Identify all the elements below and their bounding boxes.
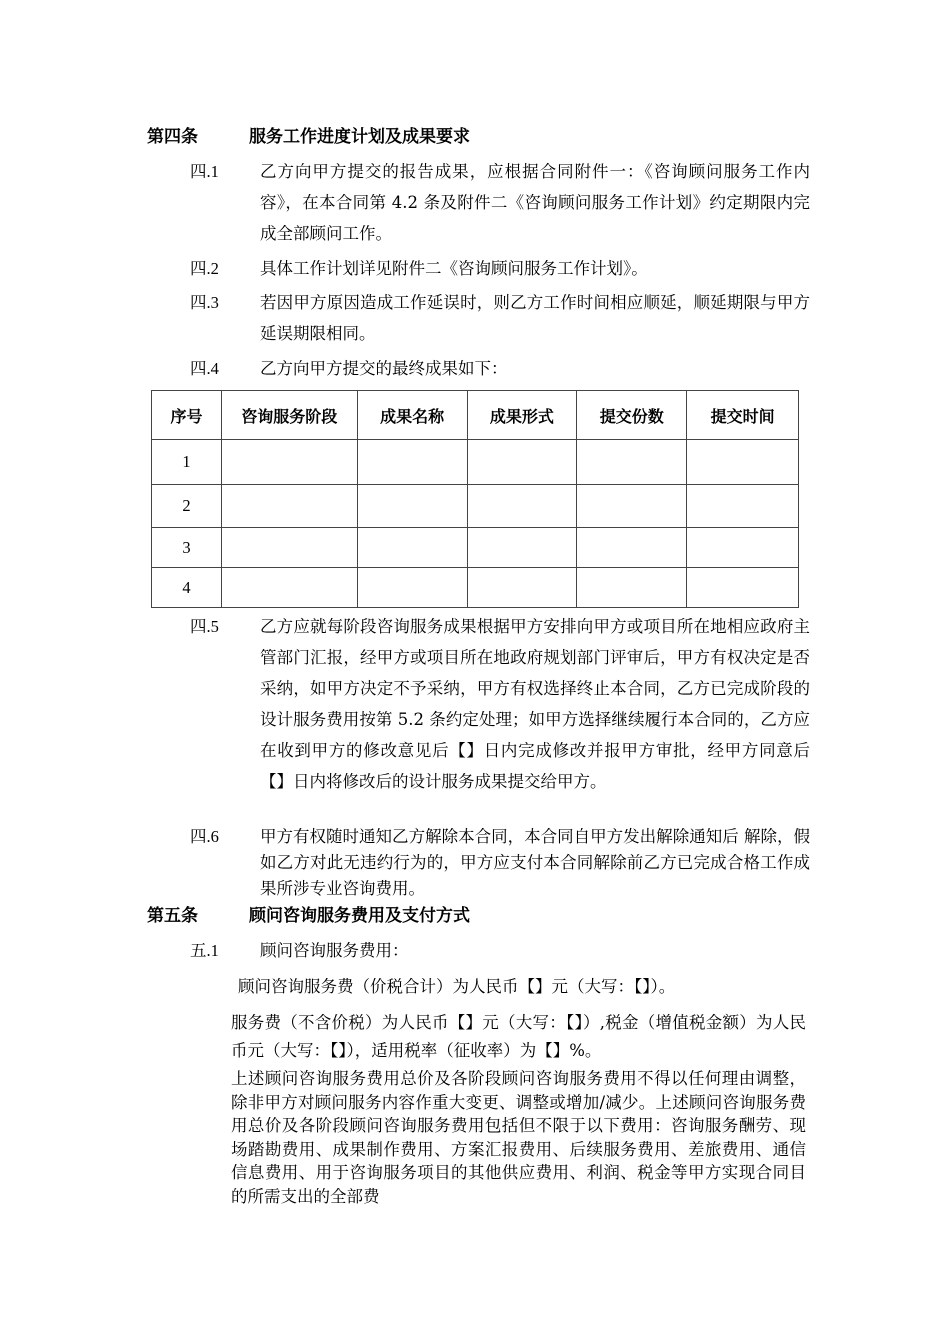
table-cell: 2 <box>152 485 222 528</box>
table-cell <box>577 568 687 608</box>
clause-4-6 <box>190 824 810 902</box>
table-cell <box>687 528 799 568</box>
clause-number: 四.5 <box>190 617 219 636</box>
clause-text: 若因甲方原因造成工作延误时，则乙方工作时间相应顺延，顺延期限与甲方延误期限相同。 <box>260 293 810 343</box>
table-header-row <box>152 391 799 440</box>
clause-text: 乙方向甲方提交的报告成果，应根据合同附件一：《咨询顾问服务工作内容》，在本合同第 4.2 条及附件二《咨询顾问服务工作计划》约定期限内完成全部顾问工作。 <box>260 162 810 243</box>
fee-total-paragraph: 顾问咨询服务费（价税合计）为人民币【】元（大写：【】）。 <box>238 977 676 996</box>
table-cell <box>357 440 467 485</box>
table-cell <box>357 568 467 608</box>
article-5-number: 第五条 <box>147 906 198 926</box>
article-4-title: 服务工作进度计划及成果要求 <box>249 127 470 147</box>
table-cell: 3 <box>152 528 222 568</box>
table-header-cell: 咨询服务阶段 <box>221 391 357 440</box>
table-cell <box>687 568 799 608</box>
clause-text: 乙方应就每阶段咨询服务成果根据甲方安排向甲方或项目所在地相应政府主管部门汇报，经甲方或项目所在地政府规划部门评审后，甲方有权决定是否采纳，如甲方决定不予采纳，甲方有权选择终止本合同，乙方已完成阶段的设计服务费用按第 5.2 条约定处理；如甲方选择继续履行本合同的，乙方应在收到甲方的修改意见后【】日内完成修改并报甲方审批，经甲方同意后【】日内将修改后的设计服务成果提交给甲方。 <box>260 617 810 791</box>
table-header-cell: 提交时间 <box>687 391 799 440</box>
table-cell <box>221 440 357 485</box>
table-cell <box>357 528 467 568</box>
clause-5-1 <box>190 935 810 966</box>
table-row <box>152 485 799 528</box>
article-5-title: 顾问咨询服务费用及支付方式 <box>249 906 470 926</box>
table-cell <box>577 440 687 485</box>
clause-text: 顾问咨询服务费用： <box>260 941 409 960</box>
clause-4-4 <box>190 353 810 384</box>
clause-4-2 <box>190 253 810 284</box>
article-4-number: 第四条 <box>147 127 198 147</box>
clause-number: 五.1 <box>190 941 219 960</box>
table-cell <box>687 485 799 528</box>
table-cell <box>221 568 357 608</box>
table-cell: 1 <box>152 440 222 485</box>
article-4-heading <box>147 125 470 149</box>
clause-4-3 <box>190 287 810 349</box>
table-cell <box>467 528 577 568</box>
table-cell <box>687 440 799 485</box>
clause-4-5 <box>190 611 810 797</box>
table-row <box>152 440 799 485</box>
table-cell <box>577 485 687 528</box>
table-cell <box>467 568 577 608</box>
table-cell <box>221 485 357 528</box>
clause-text: 乙方向甲方提交的最终成果如下： <box>260 359 508 378</box>
table-row <box>152 528 799 568</box>
fee-scope-paragraph: 上述顾问咨询服务费用总价及各阶段顾问咨询服务费用不得以任何理由调整，除非甲方对顾问服务内容作重大变更、调整或增加/减少。上述顾问咨询服务费用总价及各阶段顾问咨询服务费用包括但不限于以下费用：咨询服务酬劳、现场踏勘费用、成果制作费用、方案汇报费用、后续服务费用、差旅费用、通信信息费用、用于咨询服务项目的其他供应费用、利润、税金等甲方实现合同目的所需支出的全部费 <box>231 1069 806 1206</box>
clause-number: 四.3 <box>190 293 219 312</box>
fee-breakdown-paragraph: 服务费（不含价税）为人民币【】元（大写：【】）,税金（增值税金额）为人民币元（大写：【】），适用税率（征收率）为【】%。 <box>231 1013 806 1060</box>
table-cell <box>221 528 357 568</box>
table-header-cell: 序号 <box>152 391 222 440</box>
clause-4-1 <box>190 156 810 249</box>
table-header-cell: 提交份数 <box>577 391 687 440</box>
clause-text: 甲方有权随时通知乙方解除本合同，本合同自甲方发出解除通知后 解除，假如乙方对此无违约行为的，甲方应支付本合同解除前乙方已完成合格工作成果所涉专业咨询费用。 <box>260 827 810 898</box>
clause-number: 四.1 <box>190 162 219 181</box>
table-header-cell: 成果名称 <box>357 391 467 440</box>
table-cell <box>467 440 577 485</box>
article-5-heading <box>147 904 470 928</box>
table-cell <box>577 528 687 568</box>
clause-number: 四.4 <box>190 359 219 378</box>
table-row <box>152 568 799 608</box>
clause-number: 四.2 <box>190 259 219 278</box>
table-header-cell: 成果形式 <box>467 391 577 440</box>
table-cell: 4 <box>152 568 222 608</box>
clause-number: 四.6 <box>190 827 219 846</box>
table-cell <box>467 485 577 528</box>
clause-text: 具体工作计划详见附件二《咨询顾问服务工作计划》。 <box>260 259 648 278</box>
results-table <box>151 390 799 608</box>
table-cell <box>357 485 467 528</box>
